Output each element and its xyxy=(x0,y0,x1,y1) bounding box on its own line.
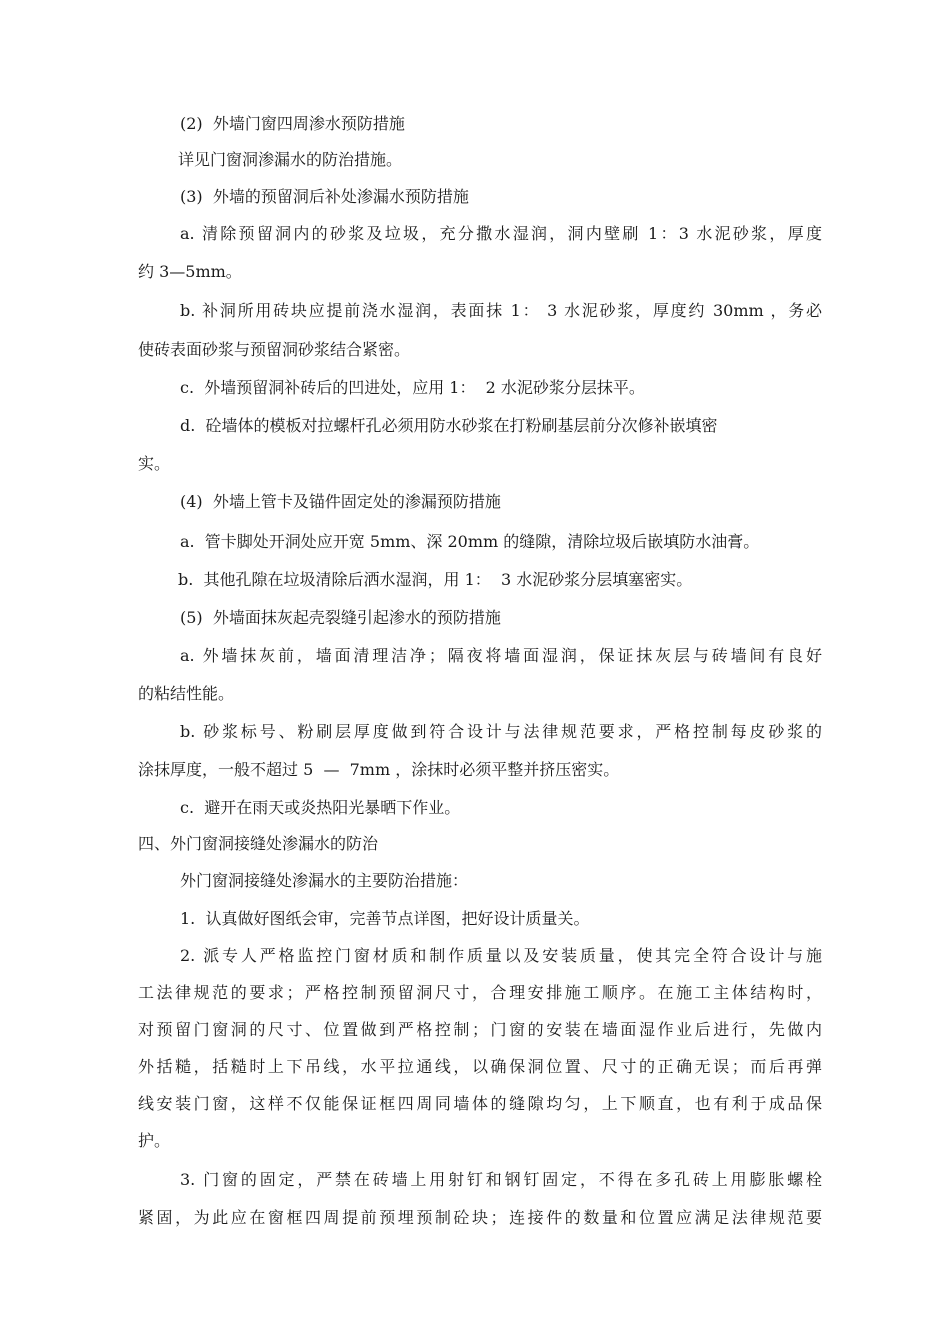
text-line: a. 管卡脚处开洞处应开宽 5mm、深 20mm 的缝隙，清除垃圾后嵌填防水油膏。 xyxy=(180,532,760,551)
text-line: 紧固，为此应在窗框四周提前预埋预制砼块；连接件的数量和位置应满足法律规范要 xyxy=(138,1208,822,1227)
text-line: d. 砼墙体的模板对拉螺杆孔必须用防水砂浆在打粉刷基层前分次修补嵌填密 xyxy=(180,416,718,435)
text-line: 涂抹厚度，一般不超过 5 — 7mm ，涂抹时必须平整并挤压密实。 xyxy=(138,760,620,779)
text-line: 详见门窗洞渗漏水的防治措施。 xyxy=(178,150,403,169)
text-line: 外括糙，括糙时上下吊线，水平拉通线，以确保洞位置、尺寸的正确无误；而后再弹 xyxy=(138,1057,822,1076)
text-line: 工法律规范的要求；严格控制预留洞尺寸，合理安排施工顺序。在施工主体结构时， xyxy=(138,983,822,1002)
text-line: (2) 外墙门窗四周渗水预防措施 xyxy=(180,114,405,133)
text-line: 线安装门窗，这样不仅能保证框四周同墙体的缝隙均匀，上下顺直，也有利于成品保 xyxy=(138,1094,822,1113)
text-line: 3. 门窗的固定，严禁在砖墙上用射钉和钢钉固定，不得在多孔砖上用膨胀螺栓 xyxy=(180,1170,822,1189)
text-line: 约 3—5mm。 xyxy=(138,262,242,281)
text-line: b. 其他孔隙在垃圾清除后洒水湿润，用 1： 3 水泥砂浆分层填塞密实。 xyxy=(178,570,693,589)
text-line: 对预留门窗洞的尺寸、位置做到严格控制；门窗的安装在墙面湿作业后进行，先做内 xyxy=(138,1020,822,1039)
text-line: b. 补洞所用砖块应提前浇水湿润，表面抹 1： 3 水泥砂浆，厚度约 30mm ，务必 xyxy=(180,301,822,320)
text-line: 2. 派专人严格监控门窗材质和制作质量以及安装质量，使其完全符合设计与施 xyxy=(180,946,822,965)
text-line: 护。 xyxy=(138,1131,171,1150)
section-heading: 四、外门窗洞接缝处渗漏水的防治 xyxy=(138,834,379,853)
text-line: c. 外墙预留洞补砖后的凹进处，应用 1： 2 水泥砂浆分层抹平。 xyxy=(180,378,645,397)
text-line: 外门窗洞接缝处渗漏水的主要防治措施： xyxy=(180,871,469,890)
text-line: c. 避开在雨天或炎热阳光暴晒下作业。 xyxy=(180,798,461,817)
text-line: 的粘结性能。 xyxy=(138,684,235,703)
text-line: (5) 外墙面抹灰起壳裂缝引起渗水的预防措施 xyxy=(180,608,501,627)
text-line: b. 砂浆标号、粉刷层厚度做到符合设计与法律规范要求，严格控制每皮砂浆的 xyxy=(180,722,822,741)
text-line: (4) 外墙上管卡及锚件固定处的渗漏预防措施 xyxy=(180,492,501,511)
text-line: 1. 认真做好图纸会审，完善节点详图，把好设计质量关。 xyxy=(180,909,590,928)
text-line: 实。 xyxy=(138,454,171,473)
text-line: (3) 外墙的预留洞后补处渗漏水预防措施 xyxy=(180,187,469,206)
text-line: 使砖表面砂浆与预留洞砂浆结合紧密。 xyxy=(138,340,411,359)
text-line: a. 外墙抹灰前，墙面清理洁净；隔夜将墙面湿润，保证抹灰层与砖墙间有良好 xyxy=(180,646,822,665)
text-line: a. 清除预留洞内的砂浆及垃圾，充分撒水湿润，洞内壁刷 1：3 水泥砂浆，厚度 xyxy=(180,224,822,243)
